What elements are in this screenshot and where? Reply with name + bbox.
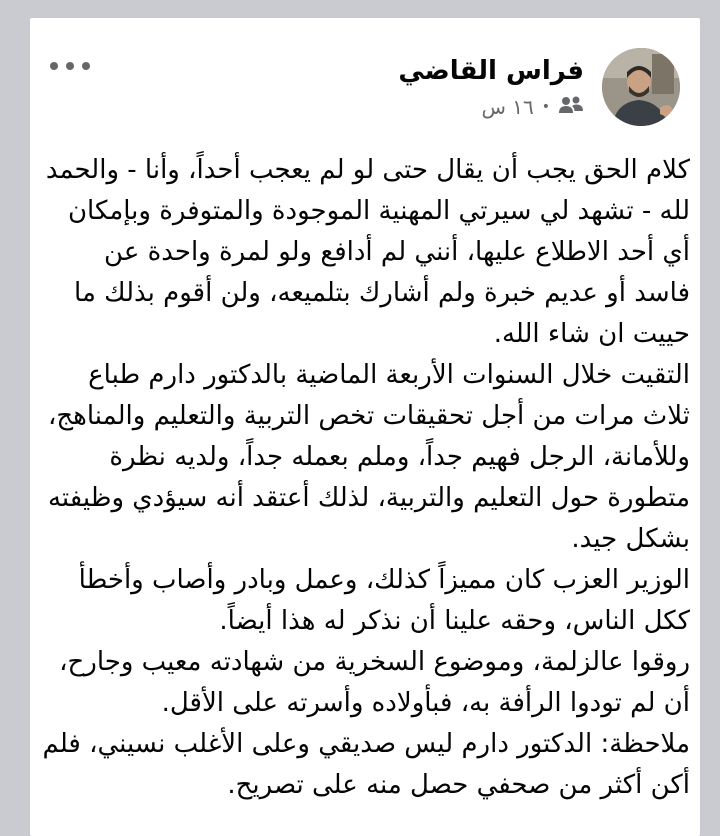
- friends-icon[interactable]: [558, 94, 584, 121]
- post-paragraph: التقيت خلال السنوات الأربعة الماضية بالدكتور دارم طباع ثلاث مرات من أجل تحقيقات تخص التربية والتعليم والمناهج، وللأمانة، الرجل فهيم جداً، وملم بعمله جداً، ولديه نظرة متطورة حول التعليم والتربية، لذلك أعتقد أنه سيؤدي وظيفته بشكل جيد.: [47, 360, 690, 554]
- separator-dot: •: [541, 99, 550, 115]
- post-text: [42, 150, 690, 806]
- post-card: [30, 18, 700, 836]
- more-dot-icon: [82, 62, 90, 70]
- post-paragraph: كلام الحق يجب أن يقال حتى لو لم يعجب أحداً، وأنا - والحمد لله - تشهد لي سيرتي المهنية الموجودة والمتوفرة وبإمكان أي أحد الاطلاع عليها، أنني لم أدافع ولو لمرة واحدة عن فاسد أو عديم خبرة ولم أشارك بتلميعه، ولن أقوم بذلك ما حييت ان شاء الله.: [45, 155, 690, 349]
- post-paragraph: ملاحظة: الدكتور دارم ليس صديقي وعلى الأغلب نسيني، فلم أكن أكثر من صحفي حصل منه على تصريح.: [42, 729, 690, 800]
- post-time[interactable]: ١٦ س: [481, 95, 534, 119]
- author-name[interactable]: فراس القاضي: [398, 56, 584, 86]
- post-header: [30, 18, 700, 138]
- post-meta: [481, 94, 584, 120]
- more-dot-icon: [66, 62, 74, 70]
- more-options-button[interactable]: [50, 54, 90, 78]
- avatar[interactable]: [602, 48, 680, 126]
- more-dot-icon: [50, 62, 58, 70]
- avatar-image: [602, 48, 680, 126]
- post-paragraph: روقوا عالزلمة، وموضوع السخرية من شهادته معيب وجارح، أن لم تودوا الرأفة به، فبأولاده وأسرته على الأقل.: [59, 647, 690, 718]
- post-paragraph: الوزير العزب كان مميزاً كذلك، وعمل وبادر وأصاب وأخطأ ككل الناس، وحقه علينا أن نذكر له هذا أيضاً.: [78, 565, 690, 636]
